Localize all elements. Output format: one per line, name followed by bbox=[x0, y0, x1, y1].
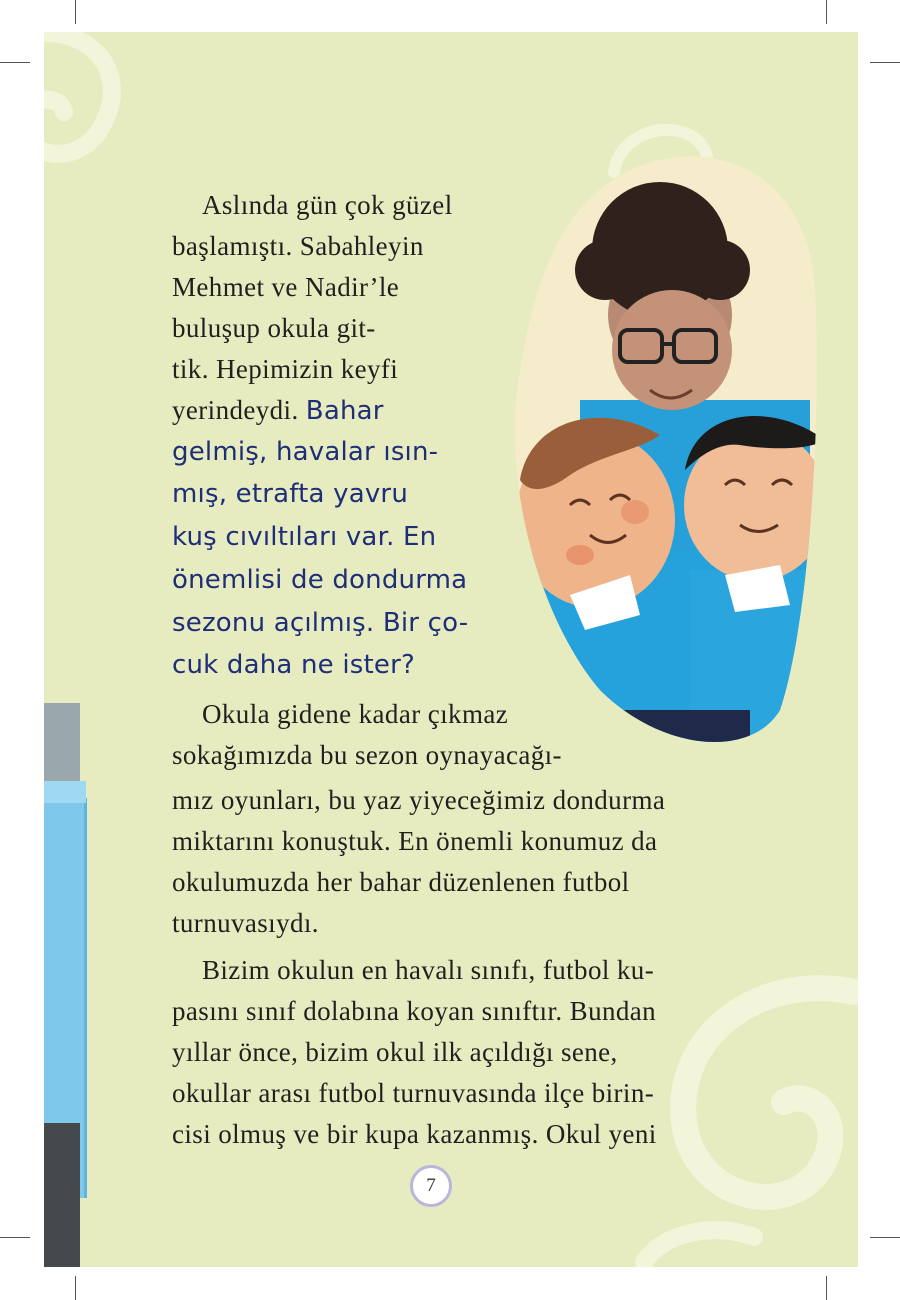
handwritten-text: sezonu açılmış. Bir ço- bbox=[172, 608, 469, 638]
text-line: tik. Hepimizin keyfi bbox=[172, 354, 399, 384]
handwritten-text: Bahar bbox=[305, 396, 384, 426]
crop-mark bbox=[0, 62, 30, 63]
text-line: Bizim okulun en havalı sınıfı, futbol ku- bbox=[202, 955, 655, 985]
handwritten-text: cuk daha ne ister? bbox=[172, 650, 415, 680]
handwritten-text: mış, etrafta yavru bbox=[172, 479, 409, 509]
text-line: yıllar önce, bizim okul ilk açıldığı sene, bbox=[172, 1037, 618, 1067]
crop-mark bbox=[75, 1276, 76, 1300]
handwritten-text: önemlisi de dondurma bbox=[172, 565, 468, 595]
crop-mark bbox=[870, 62, 900, 63]
text-line: buluşup okula git- bbox=[172, 313, 376, 343]
swirl-decoration bbox=[44, 32, 144, 202]
children-illustration bbox=[510, 150, 822, 746]
text-line: turnuvasıydı. bbox=[172, 908, 319, 938]
crop-mark bbox=[826, 0, 827, 24]
crop-mark bbox=[75, 0, 76, 24]
crop-mark bbox=[826, 1276, 827, 1300]
text-line bbox=[172, 390, 384, 432]
text-line: miktarını konuştuk. En önemli konumuz da bbox=[172, 826, 658, 856]
page-number: 7 bbox=[410, 1165, 452, 1207]
crop-mark bbox=[870, 1237, 900, 1238]
text-line: Aslında gün çok güzel bbox=[202, 190, 453, 220]
cabinet-illustration bbox=[44, 703, 80, 1267]
text-line: mız oyunları, bu yaz yiyeceğimiz dondurma bbox=[172, 785, 666, 815]
text-line: pasını sınıf dolabına koyan sınıftır. Bundan bbox=[172, 996, 657, 1026]
handwritten-text: gelmiş, havalar ısın- bbox=[172, 437, 439, 467]
text-line: okulumuzda her bahar düzenlenen futbol bbox=[172, 867, 630, 897]
text-line: Mehmet ve Nadir’le bbox=[172, 272, 400, 302]
text-segment: yerindeydi. bbox=[172, 395, 299, 425]
text-line: başlamıştı. Sabahleyin bbox=[172, 231, 424, 261]
text-line: sokağımızda bu sezon oynayacağı- bbox=[172, 740, 562, 770]
text-line: Okula gidene kadar çıkmaz bbox=[202, 699, 509, 729]
text-line: cisi olmuş ve bir kupa kazanmış. Okul yeni bbox=[172, 1119, 657, 1149]
text-line: okullar arası futbol turnuvasında ilçe birin- bbox=[172, 1078, 655, 1108]
crop-mark bbox=[0, 1237, 30, 1238]
handwritten-text: kuş cıvıltıları var. En bbox=[172, 522, 437, 552]
